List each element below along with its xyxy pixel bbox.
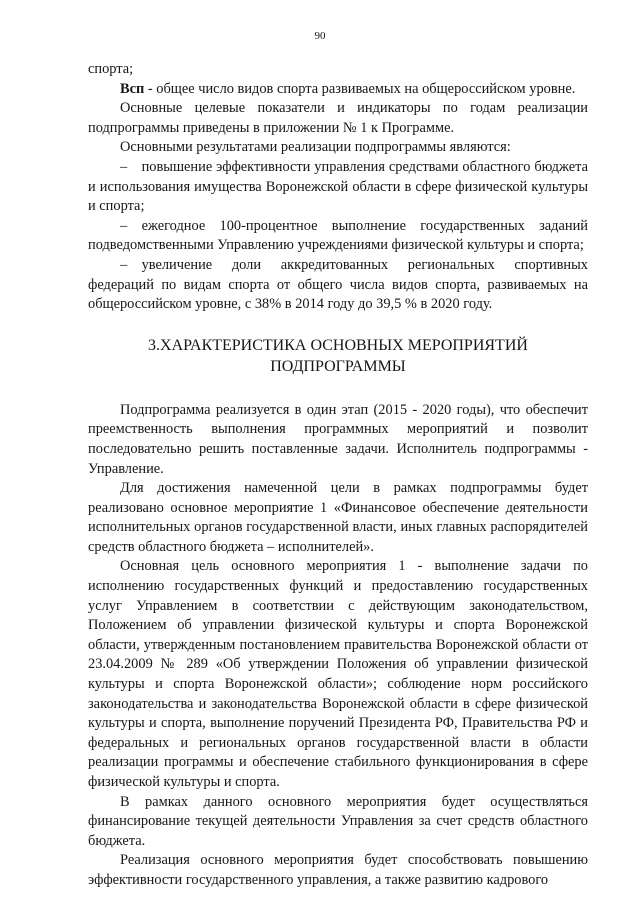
vsp-term: Всп [120,80,145,97]
section-heading [88,335,588,377]
vsp-definition-text: - общее число видов спорта развиваемых на общероссийском уровне. [144,80,576,97]
body-paragraph: Реализация основного мероприятия будет способствовать повышению эффективности государственного управления, а также развитию кадрового [88,852,588,888]
result-item: – ежегодное 100-процентное выполнение государственных заданий подведомственными Управлению учреждениями физической культуры и спорта; [88,217,588,254]
document-body [88,60,588,891]
section-heading-line: 3.ХАРАКТЕРИСТИКА ОСНОВНЫХ МЕРОПРИЯТИЙ [148,336,528,354]
body-paragraph: Основная цель основного мероприятия 1 - выполнение задачи по исполнению государственных функций и предоставлению государственных услуг Управлением в соответствии с действующим законодательством, Положением об управлении физической культуры и спорта Воронежской области, утвержденным постановлением правительства Воронежской области от 23.04.2009 № 289 «Об утверждении Положения об управлении физической культуры и спорта Воронежской области»; соблюдение норм российского законодательства и законодательства Воронежской области в сфере физической культуры и спорта, выполнение поручений Президента РФ, Правительства РФ и федеральных и региональных органов государственной власти в области реализации программы и обеспечение стабильного функционирования в сфере физической культуры и спорта. [88,558,588,790]
results-intro: Основными результатами реализации подпрограммы являются: [120,139,511,156]
result-item: – увеличение доли аккредитованных региональных спортивных федераций по видам спорта от общего числа видов спорта, развиваемых на общероссийском уровне, с 38% в 2014 году до 39,5 % в 2020 году. [88,256,588,313]
intro-line: спорта; [88,61,134,77]
body-paragraph: В рамках данного основного мероприятия будет осуществляться финансирование текущей деятельности Управления за счет средств областного бюджета. [88,793,588,849]
section-heading-line: ПОДПРОГРАММЫ [270,357,406,375]
page-number: 90 [314,30,326,42]
indicators-paragraph: Основные целевые показатели и индикаторы по годам реализации подпрограммы приведены в приложении № 1 к Программе. [88,100,588,136]
body-paragraph: Подпрограмма реализуется в один этап (2015 - 2020 годы), что обеспечит преемственность выполнения программных мероприятий и позволит последовательно решить поставленные задачи. Исполнитель подпрограммы - Управление. [88,401,588,477]
body-paragraph: Для достижения намеченной цели в рамках подпрограммы будет реализовано основное мероприятие 1 «Финансовое обеспечение деятельности исполнительных органов государственной власти, иных главных распорядителей средств областного бюджета – исполнителей». [88,480,588,555]
result-item: – повышение эффективности управления средствами областного бюджета и использования имущества Воронежской области в сфере физической культуры и спорта; [88,158,588,215]
vsp-definition [88,80,588,100]
